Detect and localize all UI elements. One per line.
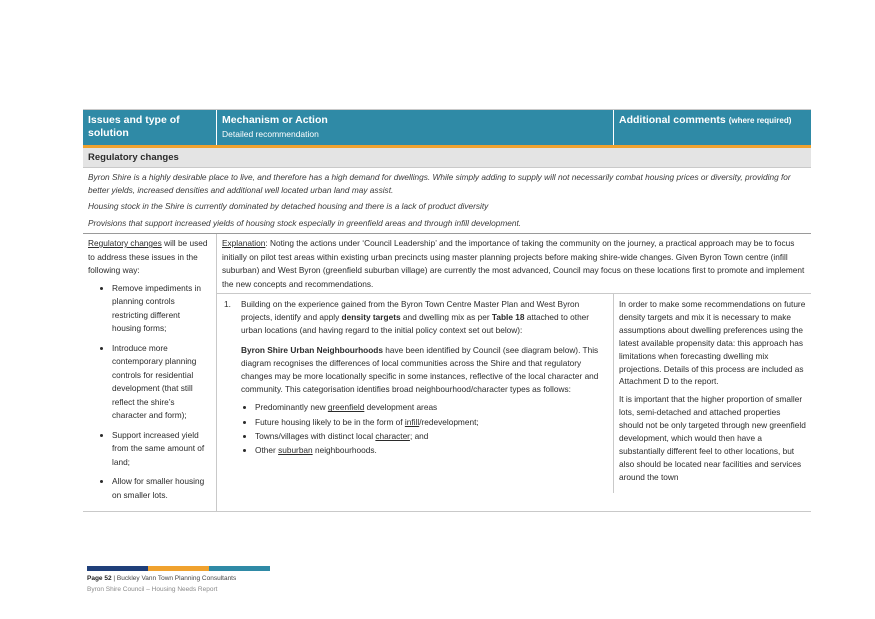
bullet-keyword: infill (404, 416, 420, 427)
list-item: • Support increased yield from the same amount of land; (112, 429, 211, 470)
action-cell (217, 294, 614, 493)
action-text-part: and dwelling mix as per (400, 312, 492, 323)
header-mechanism-label: Mechanism or Action (222, 114, 328, 126)
bullet-text: Predominantly new (255, 402, 328, 413)
bullet-keyword: greenfield (327, 402, 365, 413)
section-title: Regulatory changes (83, 148, 811, 168)
bullet-keyword: character (375, 430, 410, 441)
header-issues-label: Issues and type of solution (88, 114, 180, 139)
footer-bar (87, 566, 148, 571)
intro-paragraph: Housing stock in the Shire is currently dominated by detached housing and there is a lack of product diversity (88, 201, 489, 211)
page-number: Page 52 (87, 575, 112, 582)
footer-page-line (87, 575, 236, 582)
footer-color-bars (87, 566, 270, 571)
footer-report-title: Byron Shire Council – Housing Needs Report (87, 586, 218, 593)
neighbourhoods-term: Byron Shire Urban Neighbourhoods (241, 344, 383, 355)
header-comments-title: Additional comments (619, 114, 726, 126)
issues-lead-link: Regulatory changes (88, 238, 162, 248)
list-item (255, 401, 605, 414)
neighbourhoods-text: have been identified by Council (see diagram below). This diagram recognises the differences of local communities across the Shire and that regulatory changes may be more locationally specific in some instances, reflective of the local character and community. This categorisation identifies broad neighbourhood/character types as follows: (241, 344, 599, 395)
header-mechanism-sub: Detailed recommendation (222, 129, 319, 139)
bullet-keyword: suburban (278, 445, 313, 456)
issues-lead-text: will be used to address these issues in the following way: (88, 238, 208, 275)
list-item (255, 416, 605, 429)
density-targets-term: density targets (341, 312, 401, 323)
bullet-text: /redevelopment; (419, 416, 479, 427)
intro-paragraph: Provisions that support increased yields of housing stock especially in greenfield areas and through infill development. (88, 217, 522, 228)
comment-paragraph: It is important that the higher proportion of smaller lots, semi-detached and attached properties should not be only targeted through new greenfield development, which would then have a substantially different feel to other locations, but also should be located near facilities and services around the town (619, 394, 806, 482)
neighbourhoods-paragraph (241, 344, 605, 397)
action-item (224, 298, 605, 338)
comments-cell (614, 294, 811, 493)
issues-lead (88, 237, 211, 278)
header-comments-note: (where required) (728, 116, 792, 125)
bullet-text: Other (255, 445, 279, 456)
issues-list (88, 282, 211, 503)
footer-firm: | Buckley Vann Town Planning Consultants (111, 575, 237, 582)
explanation-label: Explanation (222, 238, 266, 248)
bullet-text: neighbourhoods. (312, 445, 377, 456)
mechanism-area (217, 234, 811, 511)
intro-paragraph: Byron Shire is a highly desirable place to live, and therefore has a high demand for dwellings. While simply adding to supply will not necessarily combat housing prices or diversity, providing for better yields, increased densities and additional well located urban land may assist. (88, 172, 791, 195)
recommendations-table (83, 109, 811, 512)
action-text (241, 298, 605, 338)
table-row (83, 234, 811, 512)
bullet-text: Future housing likely to be in the form of (255, 416, 405, 427)
bullet-text: Towns/villages with distinct local (255, 430, 376, 441)
table-header (83, 110, 811, 148)
action-text-part: Building on the experience gained from the Byron Town Centre Master Plan and West Byron projects, identify and apply (241, 299, 580, 323)
neighbourhood-types-list (241, 401, 605, 457)
header-col-mechanism (217, 110, 614, 145)
list-item: • Allow for smaller housing on smaller lots. (112, 475, 211, 502)
explanation-cell (217, 234, 811, 294)
list-item (255, 430, 605, 443)
header-col-comments (614, 110, 811, 145)
action-row (217, 294, 811, 493)
footer-bar (209, 566, 270, 571)
header-col-issues (83, 110, 217, 145)
action-text-part: attached to other urban locations (and having regard to the initial policy context set out below): (241, 312, 590, 336)
table-reference: Table 18 (491, 312, 525, 323)
bullet-text: ; and (409, 430, 429, 441)
comment-paragraph: In order to make some recommendations on future density targets and mix it is necessary to make assumptions about dwelling preferences using the latest available propensity data: this approach has limitations when forecasting dwelling mix projections. Details of this process are included as Attachment D to the report. (619, 299, 806, 387)
bullet-text: development areas (364, 402, 438, 413)
header-comments-label (619, 114, 806, 127)
list-item: • Introduce more contemporary planning controls for residential development (that still reflect the shire’s character and form); (112, 342, 211, 423)
issues-cell (83, 234, 217, 511)
list-item (255, 444, 605, 457)
action-number: 1. (224, 299, 231, 309)
list-item: • Remove impediments in planning controls restricting different housing forms; (112, 282, 211, 336)
footer-bar (148, 566, 209, 571)
section-intro (83, 168, 811, 234)
explanation-text: : Noting the actions under ‘Council Leadership’ and the importance of taking the community on the journey, a practical approach may be to focus initially on pilot test areas within existing urban precincts using master planning projects before making shire-wide changes. Given Byron Town centre (infill suburban) and West Byron (greenfield suburban village) are currently the most advanced, Council may focus on these locations first to promote and implement the new concepts and recommendations. (222, 238, 805, 289)
